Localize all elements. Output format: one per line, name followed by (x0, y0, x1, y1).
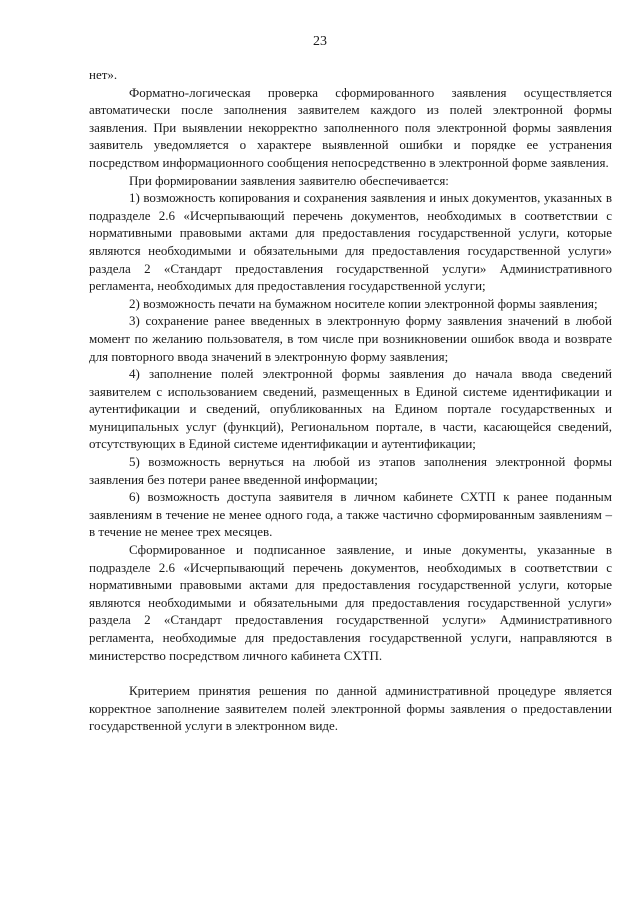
page-number: 23 (313, 34, 327, 49)
list-item-3: 3) сохранение ранее введенных в электронную форму заявления значений в любой момент по желанию пользователя, в том числе при возникновении ошибок ввода и возврате для повторного ввода значений в электронную форму заявления; (89, 313, 612, 364)
list-item-5: 5) возможность вернуться на любой из этапов заполнения электронной формы заявления без потери ранее введенной информации; (89, 454, 612, 487)
paragraph-decision-criterion: Критерием принятия решения по данной административной процедуре является корректное заполнение заявителем полей электронной формы заявления о предоставлении государственной услуги в электронном виде. (89, 683, 612, 734)
paragraph-provisions-intro: При формировании заявления заявителю обеспечивается: (129, 172, 449, 188)
paragraph-submission: Сформированное и подписанное заявление, и иные документы, указанные в подразделе 2.6 «Исчерпывающий перечень документов, необходимых в соответствии с нормативными правовыми актами для предоставления государственной услуги, которые являются необходимыми и обязательными для предоставления государственной услуги» раздела 2 «Стандарт предоставления государственной услуги» Административного регламента, необходимые для предоставления государственной услуги, направляются в министерство посредством личного кабинета СХТП. (89, 542, 612, 663)
list-item-2: 2) возможность печати на бумажном носителе копии электронной формы заявления; (129, 295, 598, 311)
document-body (89, 66, 612, 735)
paragraph-format-check: Форматно-логическая проверка сформированного заявления осуществляется автоматически после заполнения заявителем каждого из полей электронной формы заявления. При выявлении некорректно заполненного поля электронной формы заявления заявитель уведомляется о характере выявленной ошибки и порядке ее устранения посредством информационного сообщения непосредственно в электронной форме заявления. (89, 84, 612, 170)
list-item-4: 4) заполнение полей электронной формы заявления до начала ввода сведений заявителем с использованием сведений, размещенных в Единой системе идентификации и аутентификации и сведений, опубликованных на Едином портале государственных и муниципальных услуг (функций), Региональном портале, в части, касающейся сведений, отсутствующих в Единой системе идентификации и аутентификации; (89, 366, 612, 452)
paragraph-net-end: нет». (89, 67, 118, 82)
list-item-6: 6) возможность доступа заявителя в личном кабинете СХТП к ранее поданным заявлениям в течение не менее одного года, а также частично сформированным заявлениям – в течение не менее трех месяцев. (89, 489, 612, 540)
list-item-1: 1) возможность копирования и сохранения заявления и иных документов, указанных в подразделе 2.6 «Исчерпывающий перечень документов, необходимых в соответствии с нормативными правовыми актами для предоставления государственной услуги, которые являются необходимыми и обязательными для предоставления государственной услуги» раздела 2 «Стандарт предоставления государственной услуги» Административного регламента, необходимых для предоставления государственной услуги; (89, 190, 612, 294)
